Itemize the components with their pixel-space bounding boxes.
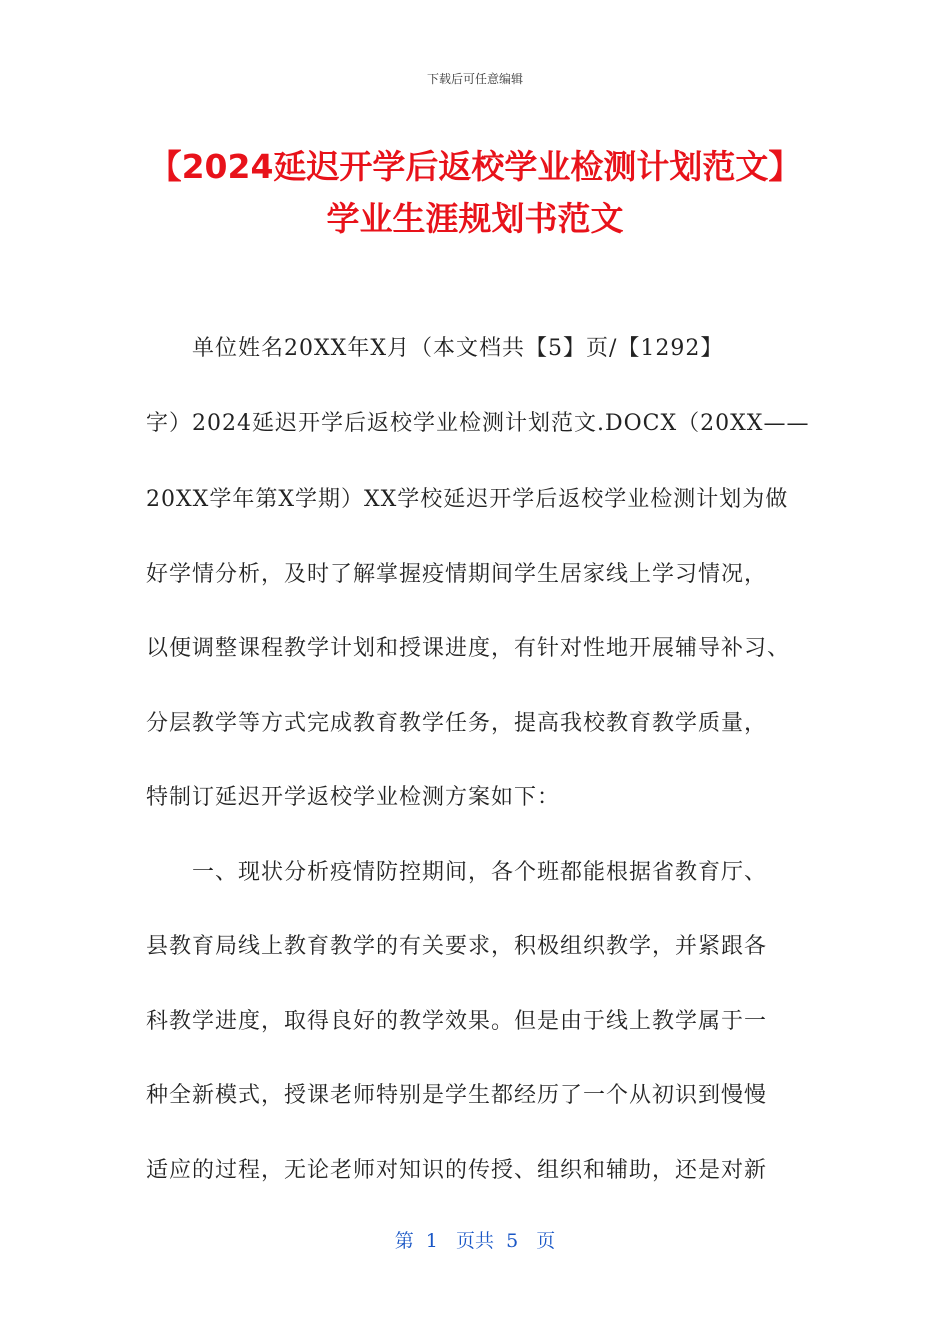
body-line-12: 适应的过程，无论老师对知识的传授、组织和辅助，还是对新 <box>146 1158 768 1183</box>
body-line-8: 一、现状分析疫情防控期间，各个班都能根据省教育厅、 <box>192 860 768 885</box>
body-line-9: 县教育局线上教育教学的有关要求，积极组织教学，并紧跟各 <box>146 934 768 959</box>
body-line-6: 分层教学等方式完成教育教学任务，提高我校教育教学质量， <box>146 711 768 736</box>
body-line-2: 字）2024延迟开学后返校学业检测计划范文.DOCX（20XX—— <box>146 411 810 436</box>
body-line-10: 科教学进度，取得良好的教学效果。但是由于线上教学属于一 <box>146 1009 768 1034</box>
body-line-11: 种全新模式，授课老师特别是学生都经历了一个从初识到慢慢 <box>146 1083 768 1108</box>
body-line-7: 特制订延迟开学返校学业检测方案如下： <box>146 785 561 810</box>
body-line-4: 好学情分析，及时了解掌握疫情期间学生居家线上学习情况， <box>146 562 768 587</box>
header-note: 下载后可任意编辑 <box>426 72 523 86</box>
document-title-line-1: 【2024延迟开学后返校学业检测计划范文】 <box>148 147 802 186</box>
page-footer: 第 1 页共 5 页 <box>394 1230 556 1252</box>
document-title-line-2: 学业生涯规划书范文 <box>326 199 624 238</box>
body-line-5: 以便调整课程教学计划和授课进度，有针对性地开展辅导补习、 <box>146 636 791 661</box>
body-line-3: 20XX学年第X学期）XX学校延迟开学后返校学业检测计划为做 <box>146 487 789 512</box>
body-line-1: 单位姓名20XX年X月（本文档共【5】页/【1292】 <box>192 336 724 361</box>
